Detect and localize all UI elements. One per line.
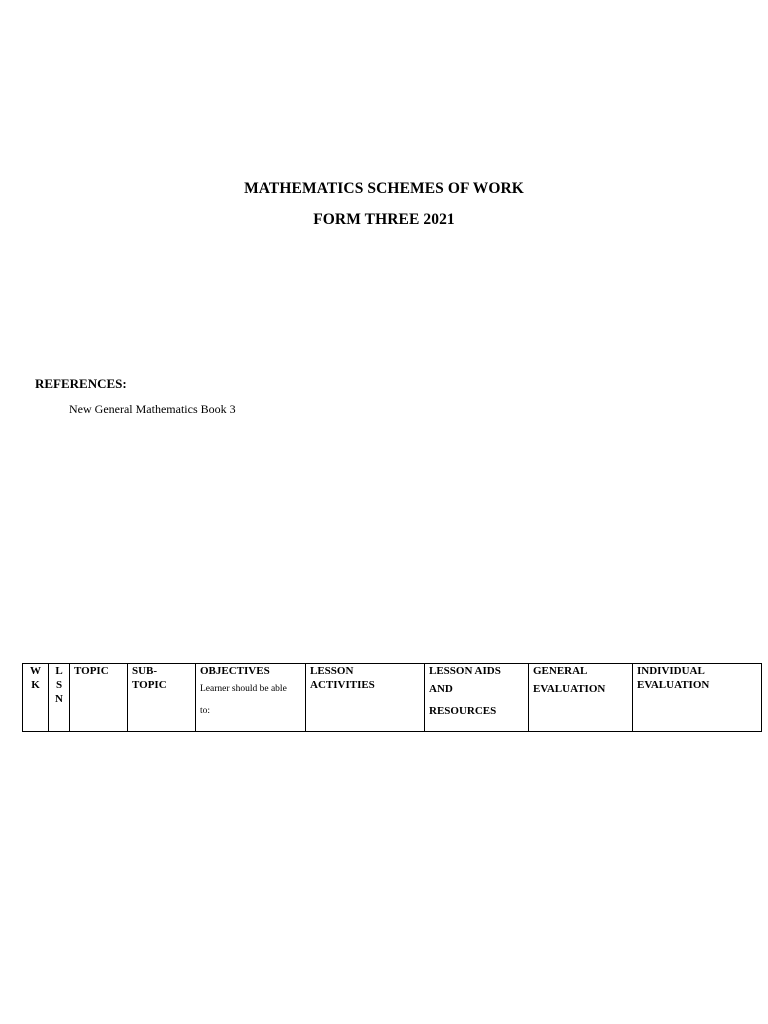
- header-objectives: OBJECTIVES Learner should be able to:: [196, 664, 306, 732]
- header-topic: TOPIC: [70, 664, 128, 732]
- reference-item: New General Mathematics Book 3: [69, 402, 236, 416]
- header-lesson-aids: LESSON AIDS AND RESOURCES: [425, 664, 529, 732]
- header-general-evaluation: GENERAL EVALUATION: [529, 664, 633, 732]
- title-line-1: MATHEMATICS SCHEMES OF WORK: [244, 180, 524, 197]
- header-subtopic: SUB- TOPIC: [128, 664, 196, 732]
- header-wk: W K: [23, 664, 49, 732]
- references-heading: REFERENCES:: [35, 376, 127, 391]
- scheme-table: [22, 663, 762, 732]
- title-line-2: FORM THREE 2021: [313, 211, 455, 228]
- header-lsn: L S N: [49, 664, 70, 732]
- table-header-row: [23, 664, 762, 732]
- header-individual-evaluation: INDIVIDUAL EVALUATION: [633, 664, 762, 732]
- header-lesson-activities: LESSON ACTIVITIES: [306, 664, 425, 732]
